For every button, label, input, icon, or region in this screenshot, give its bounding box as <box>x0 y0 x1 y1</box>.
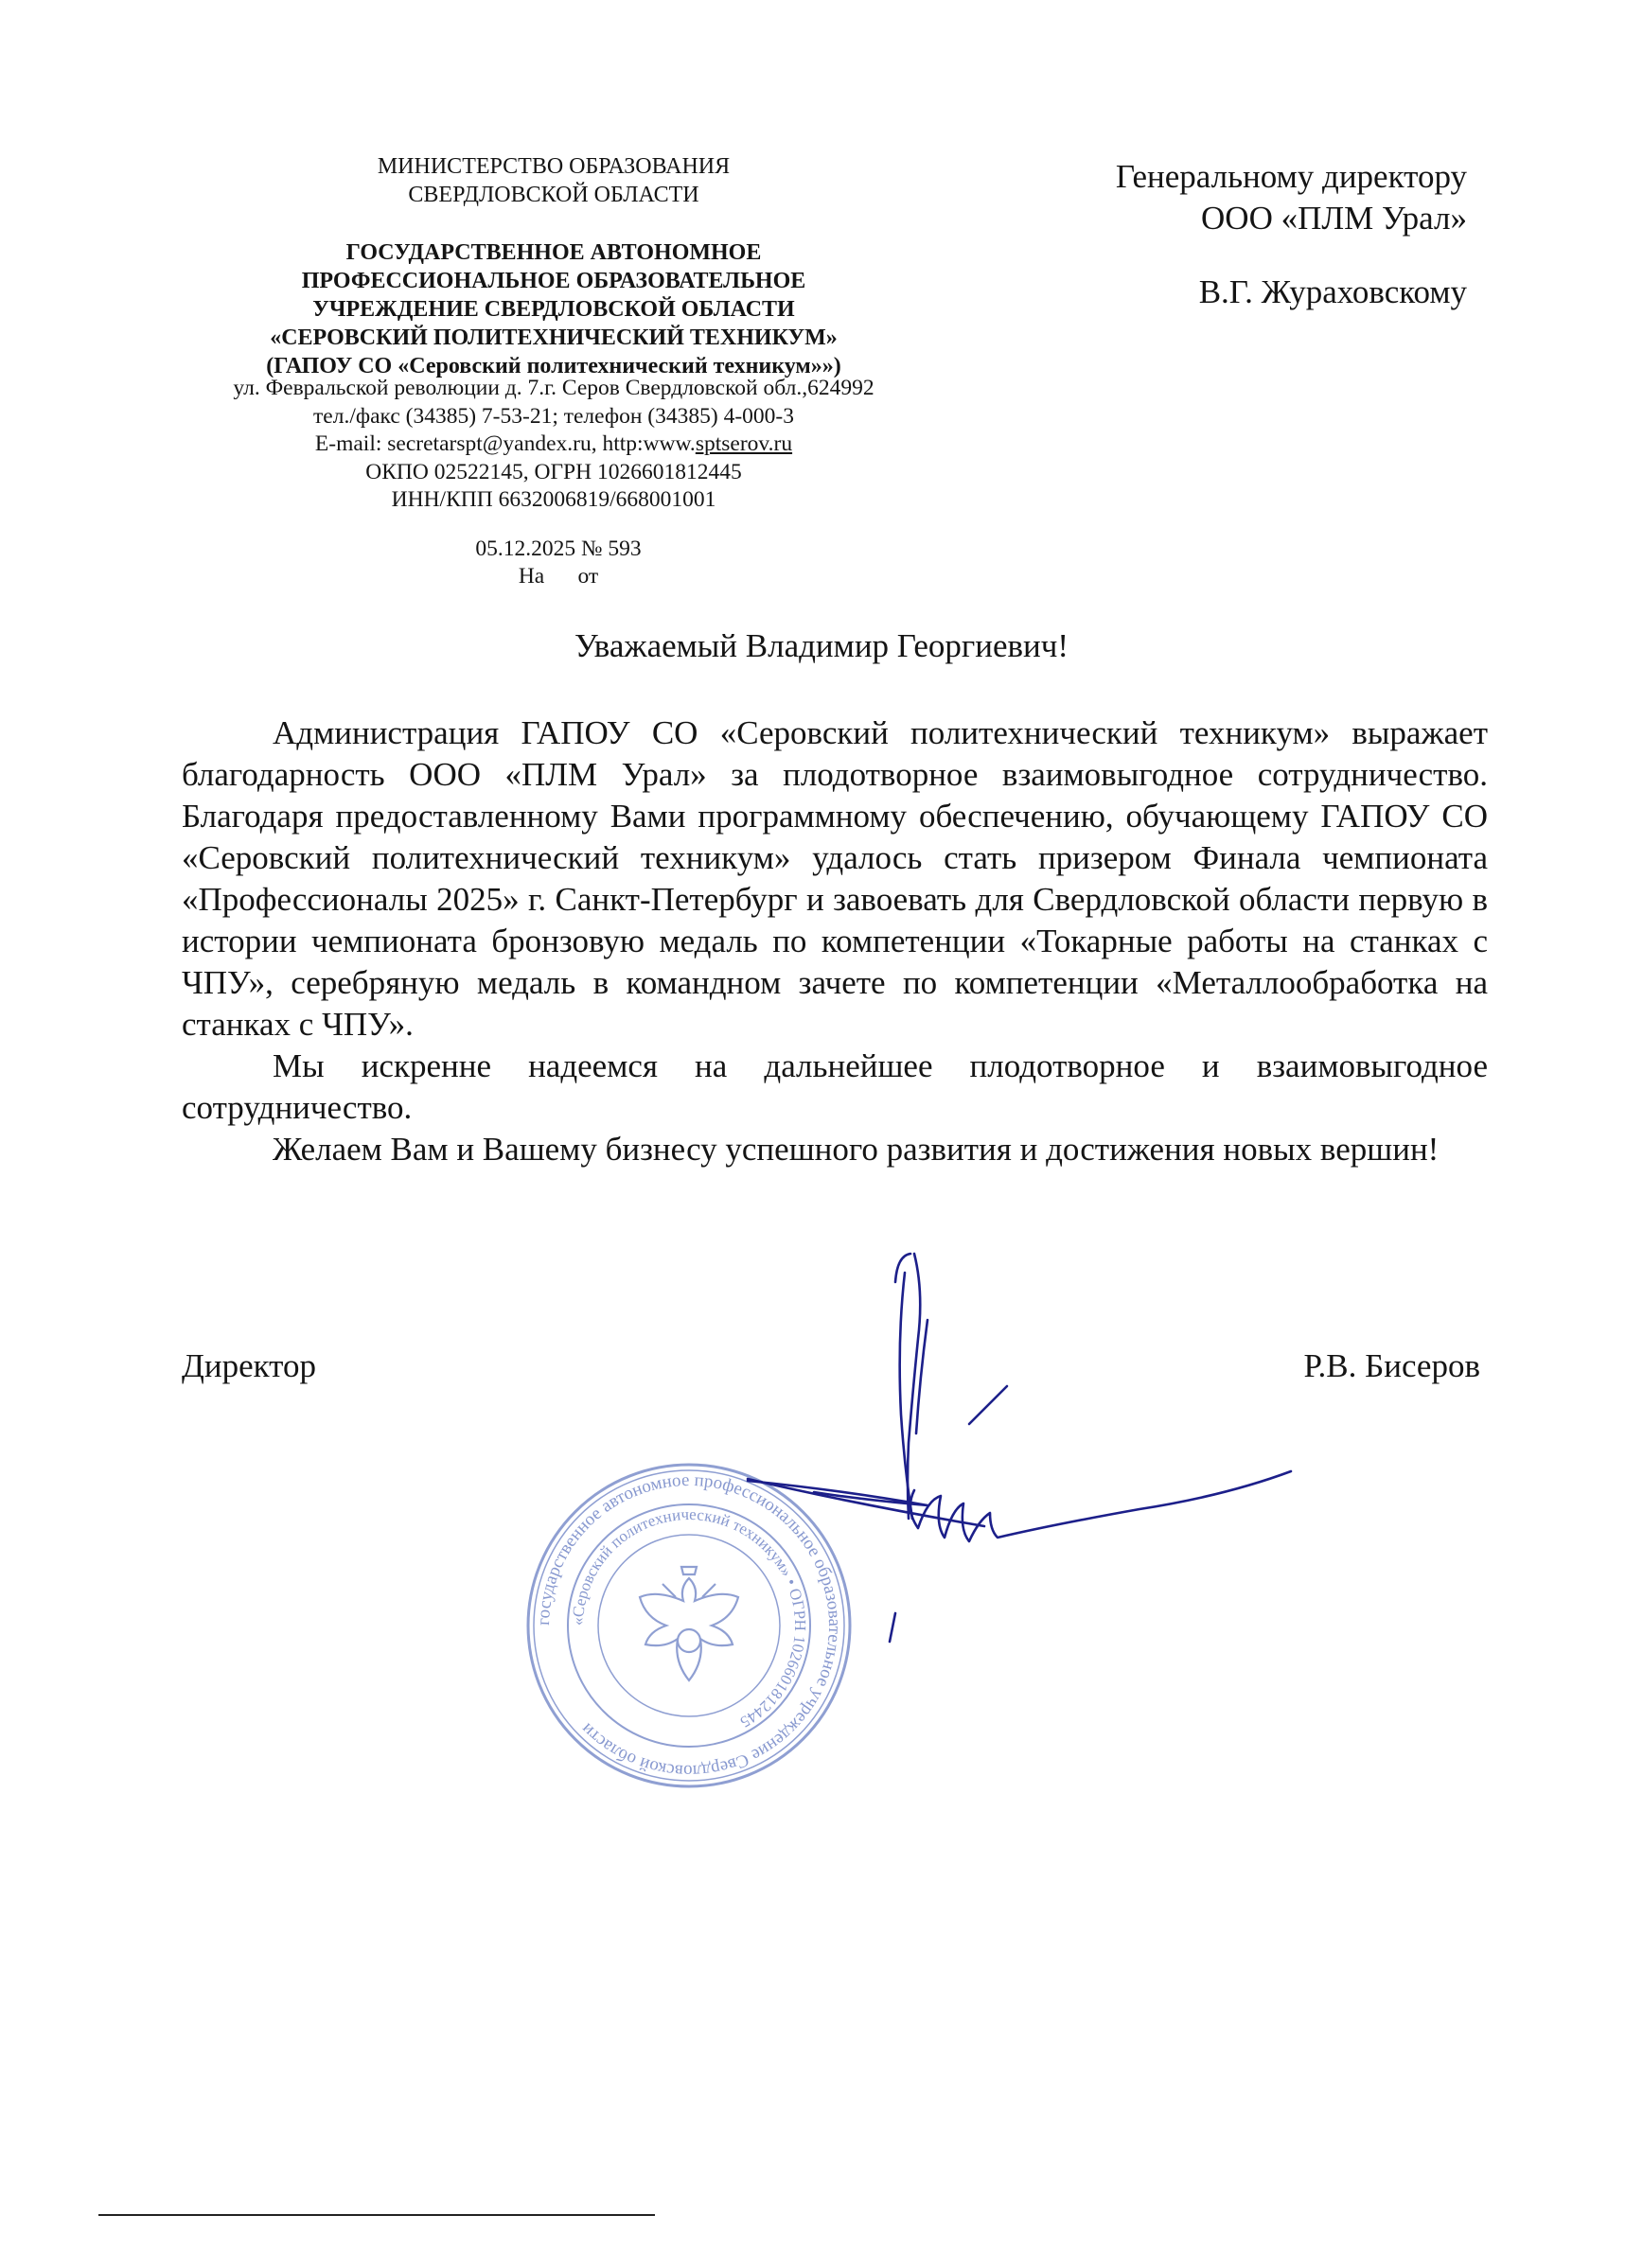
salutation: Уважаемый Владимир Георгиевич! <box>574 627 1069 664</box>
org-line: ГОСУДАРСТВЕННОЕ АВТОНОМНОЕ <box>345 240 762 265</box>
sender-inn-kpp: ИНН/КПП 6632006819/668001001 <box>391 487 716 512</box>
stamp-inner-ring: «Серовский политехнический техникум» • ОГРН 1026601812445 <box>568 1504 810 1732</box>
body-paragraph: Мы искренне надеемся на дальнейшее плодотворное и взаимовыгодное сотрудничество. <box>182 1047 1488 1126</box>
sender-organization <box>175 238 932 380</box>
signatory-title: Директор <box>182 1347 317 1384</box>
ministry-line: МИНИСТЕРСТВО ОБРАЗОВАНИЯ <box>377 154 731 179</box>
addressee-company: ООО «ПЛМ Урал» <box>1201 200 1467 237</box>
footer-divider <box>98 2214 655 2216</box>
sender-address: ул. Февральской революции д. 7.г. Серов Свердловской обл.,624992 <box>233 376 874 400</box>
sender-website-link[interactable]: sptserov.ru <box>695 431 793 456</box>
body-paragraph: Желаем Вам и Вашему бизнесу успешного развития и достижения новых вершин! <box>273 1131 1440 1168</box>
coat-of-arms-icon <box>640 1567 738 1680</box>
signatory-name: Р.В. Бисеров <box>1303 1347 1480 1384</box>
org-line: «СЕРОВСКИЙ ПОЛИТЕХНИЧЕСКИЙ ТЕХНИКУМ» <box>270 325 838 350</box>
sender-email: E-mail: secretarspt@yandex.ru, http:www. <box>314 431 696 456</box>
sender-phones: тел./факс (34385) 7-53-21; телефон (34385) 4-000-3 <box>313 403 794 429</box>
addressee-block <box>1116 156 1467 239</box>
org-line: УЧРЕЖДЕНИЕ СВЕРДЛОВСКОЙ ОБЛАСТИ <box>312 297 795 322</box>
sender-ministry <box>175 153 932 209</box>
org-short-name: (ГАПОУ СО «Серовский политехнический техникум»») <box>266 354 841 378</box>
sender-email-line <box>175 431 932 459</box>
sender-okpo-ogrn: ОКПО 02522145, ОГРН 1026601812445 <box>365 459 742 484</box>
body-paragraph: Администрация ГАПОУ СО «Серовский политехнический техникум» выражает благодарность ООО «ПЛМ Урал» за плодотворное взаимовыгодное сотрудничество. Благодаря предоставленному Вами программному обеспечению, обучающему ГАПОУ СО «Серовский политехнический техникум» удалось стать призером Финала чемпионата «Профессионалы 2025» г. Санкт-Петербург и завоевать для Свердловской области первую в истории чемпионата бронзовую медаль по компетенции «Токарные работы на станках с ЧПУ», серебряную медаль в командном зачете по компетенции «Металлообработка на станках с ЧПУ». <box>182 714 1488 1043</box>
signature-graphic <box>738 1244 1325 1651</box>
letter-body <box>182 712 1488 1170</box>
outgoing-date-number: 05.12.2025 № 593 <box>475 536 642 561</box>
ministry-line: СВЕРДЛОВСКОЙ ОБЛАСТИ <box>408 182 699 207</box>
stamp-outer-ring: государственное автономное профессиональное образовательное учреждение Свердловской области <box>533 1469 845 1782</box>
registration-block <box>454 536 662 590</box>
reply-reference: На от <box>518 564 599 589</box>
addressee-name: В.Г. Жураховскому <box>1198 273 1467 310</box>
sender-contacts <box>175 375 932 515</box>
handwritten-signature <box>738 1244 1325 1656</box>
addressee-position: Генеральному директору <box>1115 158 1467 195</box>
org-line: ПРОФЕССИОНАЛЬНОЕ ОБРАЗОВАТЕЛЬНОЕ <box>301 269 806 293</box>
